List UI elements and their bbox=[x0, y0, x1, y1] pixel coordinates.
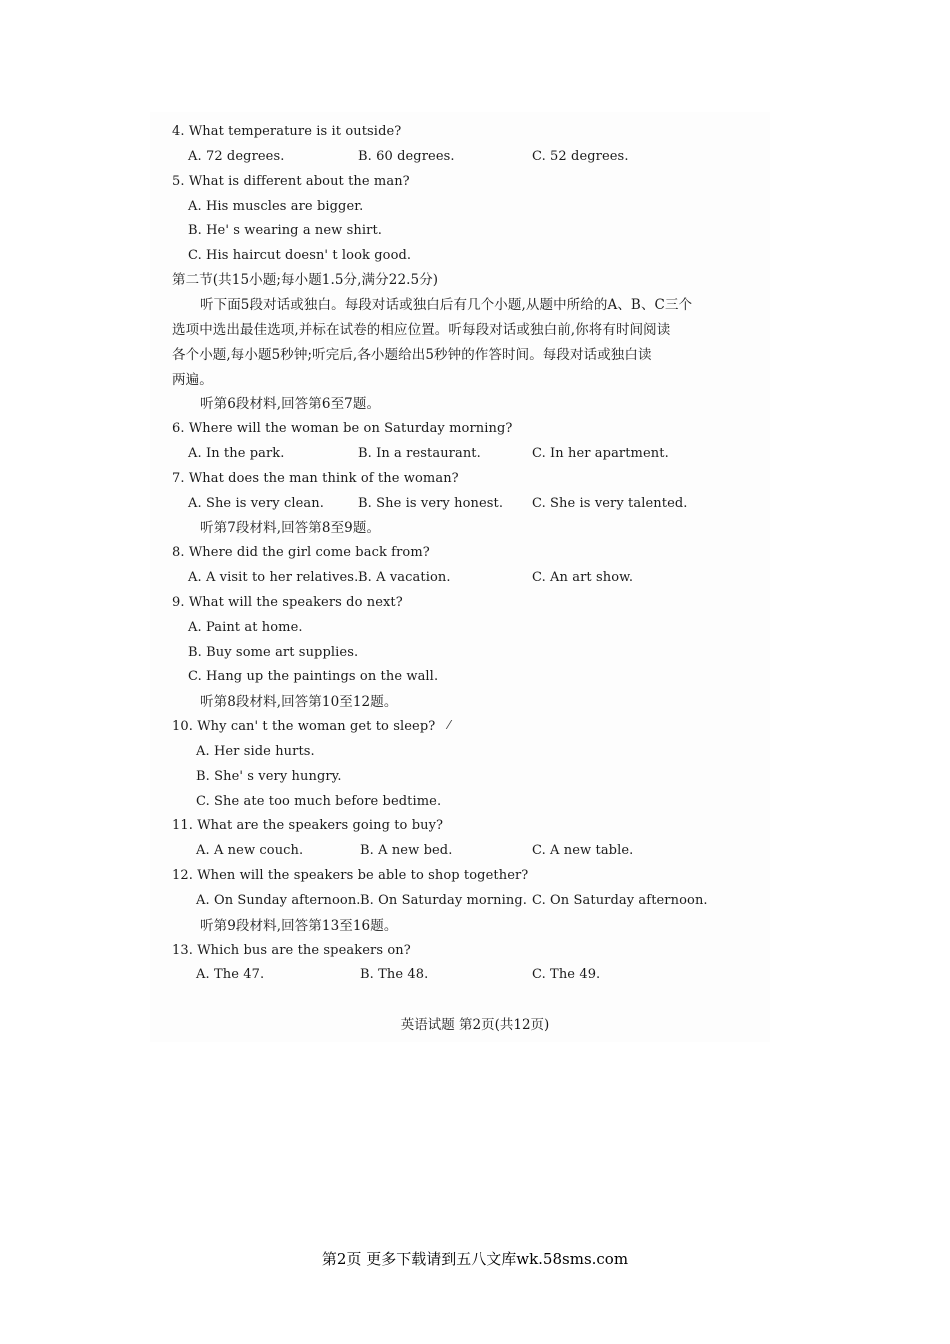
question-9-option-b: B. Buy some art supplies. bbox=[188, 645, 359, 660]
question-12-stem: 12. When will the speakers be able to shop together? bbox=[172, 868, 529, 883]
question-4-option-b: B. 60 degrees. bbox=[358, 149, 455, 164]
question-6-option-c: C. In her apartment. bbox=[532, 446, 669, 461]
instruction-line-1: 听下面5段对话或独白。每段对话或独白后有几个小题,从题中所给的A、B、C三个 bbox=[200, 297, 693, 313]
question-6-stem: 6. Where will the woman be on Saturday morning? bbox=[172, 421, 513, 436]
question-4-option-a: A. 72 degrees. bbox=[188, 149, 285, 164]
question-11-option-b: B. A new bed. bbox=[360, 843, 453, 858]
question-13-option-a: A. The 47. bbox=[196, 967, 265, 982]
scan-mark: ⁄ bbox=[448, 718, 451, 732]
site-footer: 第2页 更多下载请到五八文库wk.58sms.com bbox=[321, 1250, 629, 1268]
question-9-option-c: C. Hang up the paintings on the wall. bbox=[188, 669, 439, 684]
question-8-option-a: A. A visit to her relatives. bbox=[188, 570, 359, 585]
question-12-option-c: C. On Saturday afternoon. bbox=[532, 893, 708, 908]
question-10-stem: 10. Why can' t the woman get to sleep? bbox=[172, 719, 436, 734]
instruction-line-3: 各个小题,每小题5秒钟;听完后,各小题给出5秒钟的作答时间。每段对话或独白读 bbox=[172, 347, 652, 363]
material-6-heading: 听第6段材料,回答第6至7题。 bbox=[200, 396, 381, 412]
question-13-option-c: C. The 49. bbox=[532, 967, 601, 982]
question-7-option-b: B. She is very honest. bbox=[358, 496, 504, 511]
material-7-heading: 听第7段材料,回答第8至9题。 bbox=[200, 520, 381, 536]
question-5-stem: 5. What is different about the man? bbox=[172, 174, 410, 189]
question-7-option-a: A. She is very clean. bbox=[188, 496, 324, 511]
question-6-option-b: B. In a restaurant. bbox=[358, 446, 481, 461]
question-13-option-b: B. The 48. bbox=[360, 967, 429, 982]
instruction-line-4: 两遍。 bbox=[172, 372, 213, 388]
question-13-stem: 13. Which bus are the speakers on? bbox=[172, 943, 411, 958]
question-5-option-a: A. His muscles are bigger. bbox=[188, 199, 364, 214]
section-heading: 第二节(共15小题;每小题1.5分,满分22.5分) bbox=[172, 272, 439, 288]
material-8-heading: 听第8段材料,回答第10至12题。 bbox=[200, 694, 398, 710]
question-7-option-c: C. She is very talented. bbox=[532, 496, 688, 511]
question-8-option-b: B. A vacation. bbox=[358, 570, 451, 585]
question-8-stem: 8. Where did the girl come back from? bbox=[172, 545, 430, 560]
question-12-option-a: A. On Sunday afternoon. bbox=[196, 893, 361, 908]
question-4-stem: 4. What temperature is it outside? bbox=[172, 124, 402, 139]
question-10-option-a: A. Her side hurts. bbox=[196, 744, 315, 759]
question-10-option-c: C. She ate too much before bedtime. bbox=[196, 794, 442, 809]
material-9-heading: 听第9段材料,回答第13至16题。 bbox=[200, 918, 398, 934]
question-11-stem: 11. What are the speakers going to buy? bbox=[172, 818, 444, 833]
question-5-option-c: C. His haircut doesn' t look good. bbox=[188, 248, 412, 263]
question-7-stem: 7. What does the man think of the woman? bbox=[172, 471, 459, 486]
question-9-stem: 9. What will the speakers do next? bbox=[172, 595, 403, 610]
question-8-option-c: C. An art show. bbox=[532, 570, 634, 585]
question-11-option-c: C. A new table. bbox=[532, 843, 634, 858]
question-11-option-a: A. A new couch. bbox=[196, 843, 304, 858]
exam-page-footer: 英语试题 第2页(共12页) bbox=[400, 1017, 550, 1033]
question-9-option-a: A. Paint at home. bbox=[188, 620, 303, 635]
question-6-option-a: A. In the park. bbox=[188, 446, 285, 461]
instruction-line-2: 选项中选出最佳选项,并标在试卷的相应位置。听每段对话或独白前,你将有时间阅读 bbox=[172, 322, 671, 338]
question-4-option-c: C. 52 degrees. bbox=[532, 149, 629, 164]
question-12-option-b: B. On Saturday morning. bbox=[360, 893, 528, 908]
question-10-option-b: B. She' s very hungry. bbox=[196, 769, 342, 784]
question-5-option-b: B. He' s wearing a new shirt. bbox=[188, 223, 383, 238]
